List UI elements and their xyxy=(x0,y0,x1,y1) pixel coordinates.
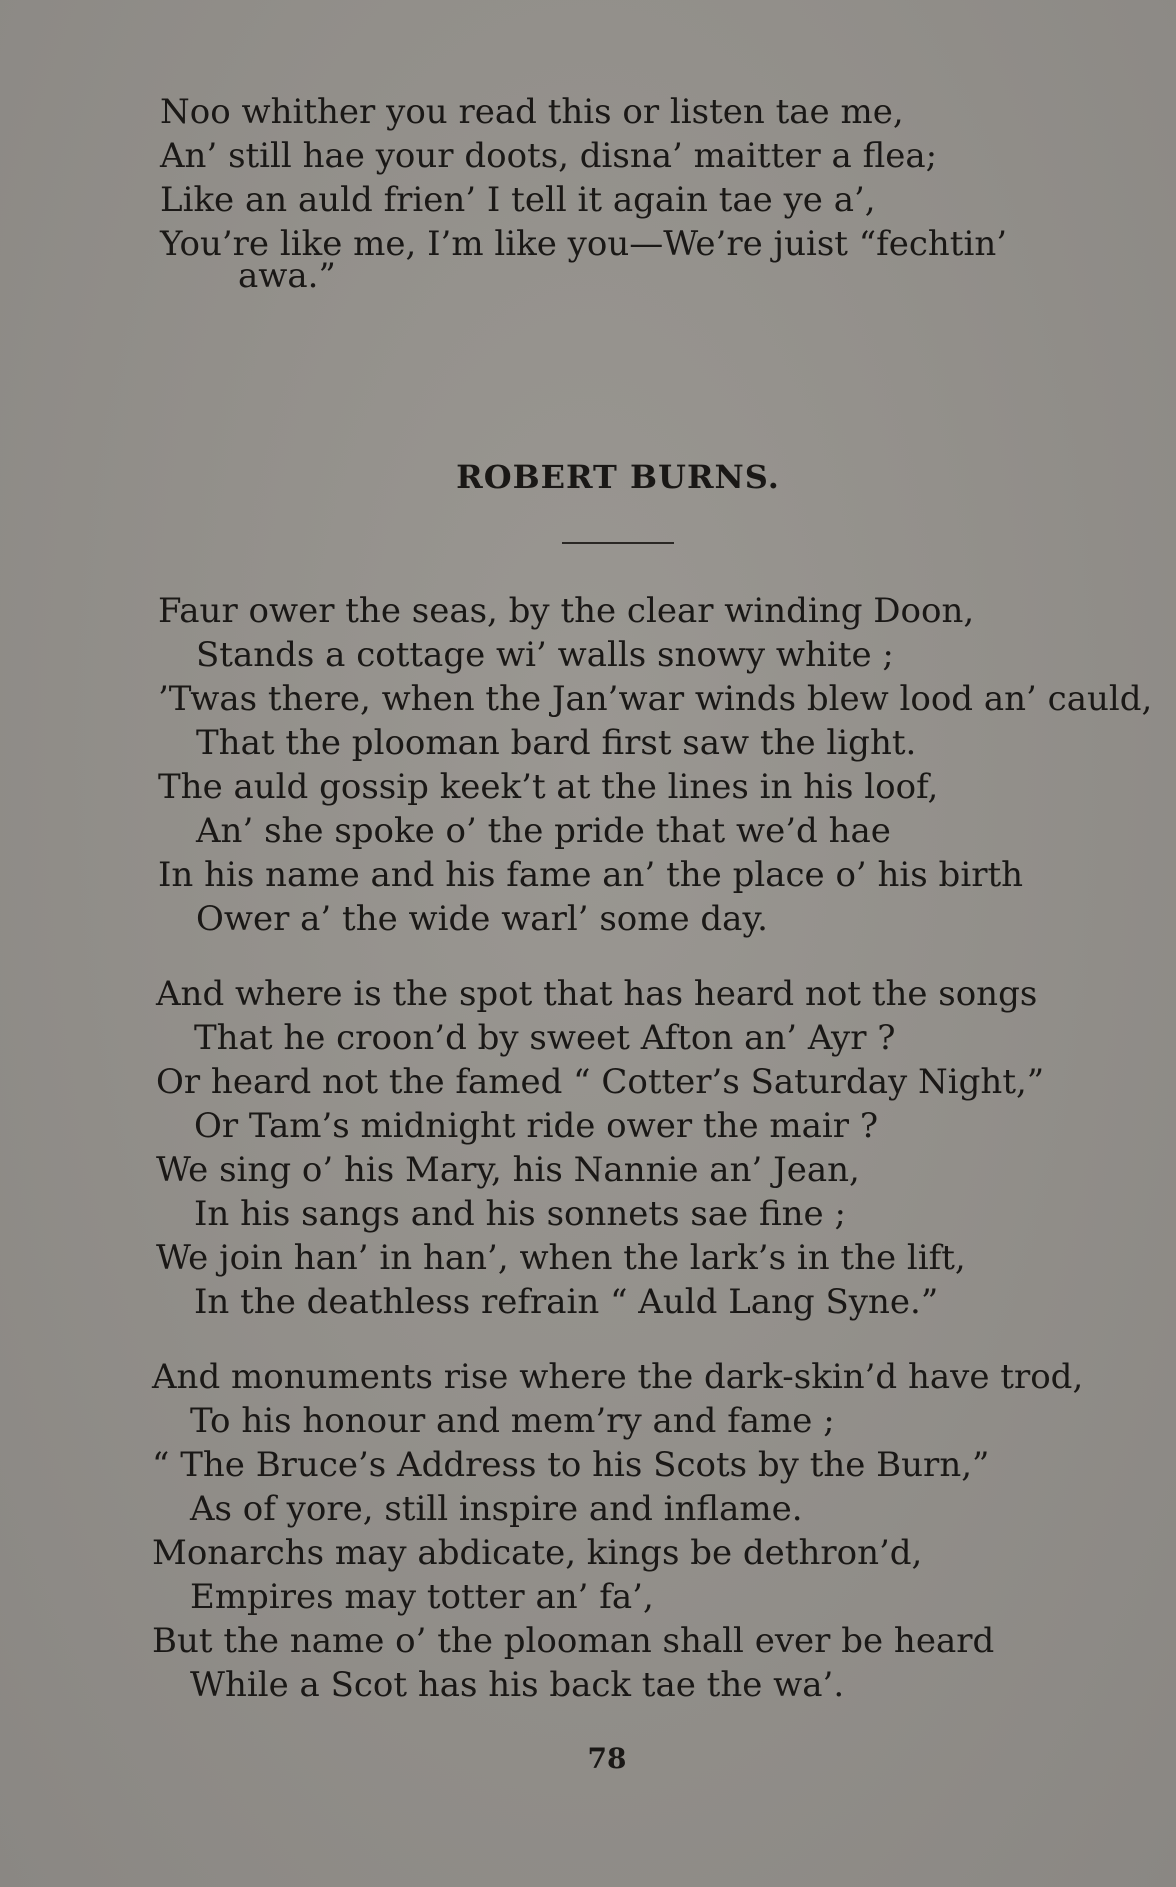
verse-line: An’ still hae your doots, disna’ maitter a flea; xyxy=(160,136,938,176)
verse-line: ’Twas there, when the Jan’war winds blew lood an’ cauld, xyxy=(158,679,1153,719)
verse-line: “ The Bruce’s Address to his Scots by the Burn,” xyxy=(152,1445,990,1485)
verse-line: Stands a cottage wi’ walls snowy white ; xyxy=(196,635,894,675)
page-number: 78 xyxy=(587,1742,627,1775)
verse-line: Noo whither you read this or listen tae me, xyxy=(160,92,904,132)
verse-line: Like an auld frien’ I tell it again tae ye a’, xyxy=(160,180,876,220)
intro-stanza xyxy=(160,90,1007,298)
verse-line: In his name and his fame an’ the place o’ his birth xyxy=(158,855,1024,895)
verse-line: An’ she spoke o’ the pride that we’d hae xyxy=(196,811,891,851)
verse-line: Or Tam’s midnight ride ower the mair ? xyxy=(194,1106,879,1146)
verse-line-continuation: awa.” xyxy=(238,256,336,296)
verse-line: And where is the spot that has heard not the songs xyxy=(156,974,1038,1014)
verse-line: We join han’ in han’, when the lark’s in the lift, xyxy=(156,1238,966,1278)
verse-line: And monuments rise where the dark-skin’d have trod, xyxy=(152,1357,1084,1397)
verse-line: Empires may totter an’ fa’, xyxy=(190,1577,654,1617)
verse-line: As of yore, still inspire and inflame. xyxy=(190,1489,803,1529)
stanza-2 xyxy=(156,972,1044,1324)
verse-line: Faur ower the seas, by the clear winding Doon, xyxy=(158,591,975,631)
verse-line: To his honour and mem’ry and fame ; xyxy=(190,1401,835,1441)
verse-line: That the plooman bard first saw the light. xyxy=(196,723,917,763)
stanza-3 xyxy=(152,1355,1083,1707)
verse-line: But the name o’ the plooman shall ever be heard xyxy=(152,1621,995,1661)
verse-line: In his sangs and his sonnets sae fine ; xyxy=(194,1194,846,1234)
verse-line: You’re like me, I’m like you—We’re juist “fechtin’ xyxy=(160,224,1008,264)
verse-line: Or heard not the famed “ Cotter’s Saturday Night,” xyxy=(156,1062,1045,1102)
verse-line: The auld gossip keek’t at the lines in his loof, xyxy=(158,767,939,807)
verse-line: Monarchs may abdicate, kings be dethron’d, xyxy=(152,1533,923,1573)
verse-line: While a Scot has his back tae the wa’. xyxy=(190,1665,845,1705)
verse-line: In the deathless refrain “ Auld Lang Syne.” xyxy=(194,1282,939,1322)
stanza-1 xyxy=(158,589,1152,941)
verse-line: Ower a’ the wide warl’ some day. xyxy=(196,899,768,939)
verse-line: That he croon’d by sweet Afton an’ Ayr ? xyxy=(194,1018,896,1058)
title-divider xyxy=(562,542,674,544)
verse-line: We sing o’ his Mary, his Nannie an’ Jean, xyxy=(156,1150,860,1190)
poem-title: ROBERT BURNS. xyxy=(456,458,780,496)
